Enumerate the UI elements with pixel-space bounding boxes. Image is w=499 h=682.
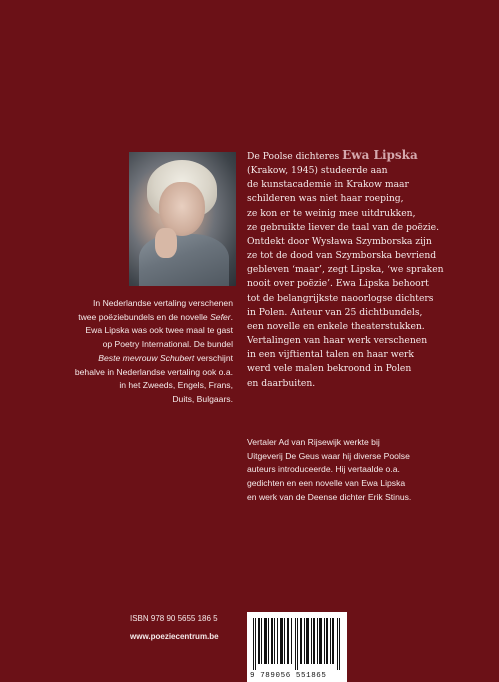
note-line: twee poëziebundels en de novelle Sefer. xyxy=(78,311,233,322)
bio-line: de kunstacademie in Krakow maar xyxy=(247,179,409,191)
note-line: Duits, Bulgaars. xyxy=(172,393,233,404)
note-line: behalve in Nederlandse vertaling ook o.a. xyxy=(74,366,233,377)
bio-first-line: De Poolse dichteres Ewa Lipska xyxy=(247,148,418,162)
bio-line: werd vele malen bekroond in Polen xyxy=(247,363,412,375)
isbn-number: ISBN 978 90 5655 186 5 xyxy=(130,614,218,623)
bio-line: Ontdekt door Wysława Szymborska zijn xyxy=(247,235,432,247)
photo-hand xyxy=(155,228,177,258)
bio-line: nooit over poëzie’. Ewa Lipska behoort xyxy=(247,278,429,290)
bio-line: en daarbuiten. xyxy=(247,377,316,389)
translator-bio xyxy=(247,436,492,505)
barcode-bars xyxy=(253,618,341,670)
author-name: Ewa Lipska xyxy=(342,148,418,162)
translator-line: gedichten en een novelle van Ewa Lipska xyxy=(247,478,406,489)
bio-line: ze tot de dood van Szymborska bevriend xyxy=(247,250,437,262)
photo-scarf xyxy=(139,234,229,286)
bio-line: Vertalingen van haar werk verschenen xyxy=(247,335,428,347)
note-line: Beste mevrouw Schubert verschijnt xyxy=(98,352,233,363)
bio-line: gebleven ‘maar’, zegt Lipska, ‘we spraken xyxy=(247,264,444,276)
bio-line: ze kon er te weinig mee uitdrukken, xyxy=(247,207,416,219)
book-title-schubert: Beste mevrouw Schubert xyxy=(98,352,195,363)
barcode-digits: 9 789056 551865 xyxy=(250,672,327,680)
bio-line: schilderen was niet haar roeping, xyxy=(247,193,404,205)
bio-line: ze gebruikte liever de taal van de poëzie. xyxy=(247,221,439,233)
bio-line: in Polen. Auteur van 25 dichtbundels, xyxy=(247,306,423,318)
translator-line: en werk van de Deense dichter Erik Stinus. xyxy=(247,491,412,502)
publication-notes xyxy=(73,297,233,407)
translator-line: auteurs introduceerde. Hij vertaalde o.a. xyxy=(247,464,400,475)
bio-line: in een vijftiental talen en haar werk xyxy=(247,349,414,361)
note-line: op Poetry International. De bundel xyxy=(102,339,233,350)
book-title-sefer: Sefer xyxy=(210,311,231,322)
author-photo xyxy=(129,152,236,286)
bio-line: tot de belangrijkste naoorlogse dichters xyxy=(247,292,434,304)
translator-line: Uitgeverij De Geus waar hij diverse Poolse xyxy=(247,450,410,461)
note-line: in het Zweeds, Engels, Frans, xyxy=(119,380,233,391)
publisher-website: www.poeziecentrum.be xyxy=(130,632,219,641)
translator-line: Vertaler Ad van Rijsewijk werkte bij xyxy=(247,437,380,447)
author-bio xyxy=(247,148,492,391)
note-line: In Nederlandse vertaling verschenen xyxy=(93,298,233,308)
note-line: Ewa Lipska was ook twee maal te gast xyxy=(85,325,233,336)
bio-line: een novelle en enkele theaterstukken. xyxy=(247,320,425,332)
bio-line: (Krakow, 1945) studeerde aan xyxy=(247,165,388,177)
barcode xyxy=(247,612,347,682)
